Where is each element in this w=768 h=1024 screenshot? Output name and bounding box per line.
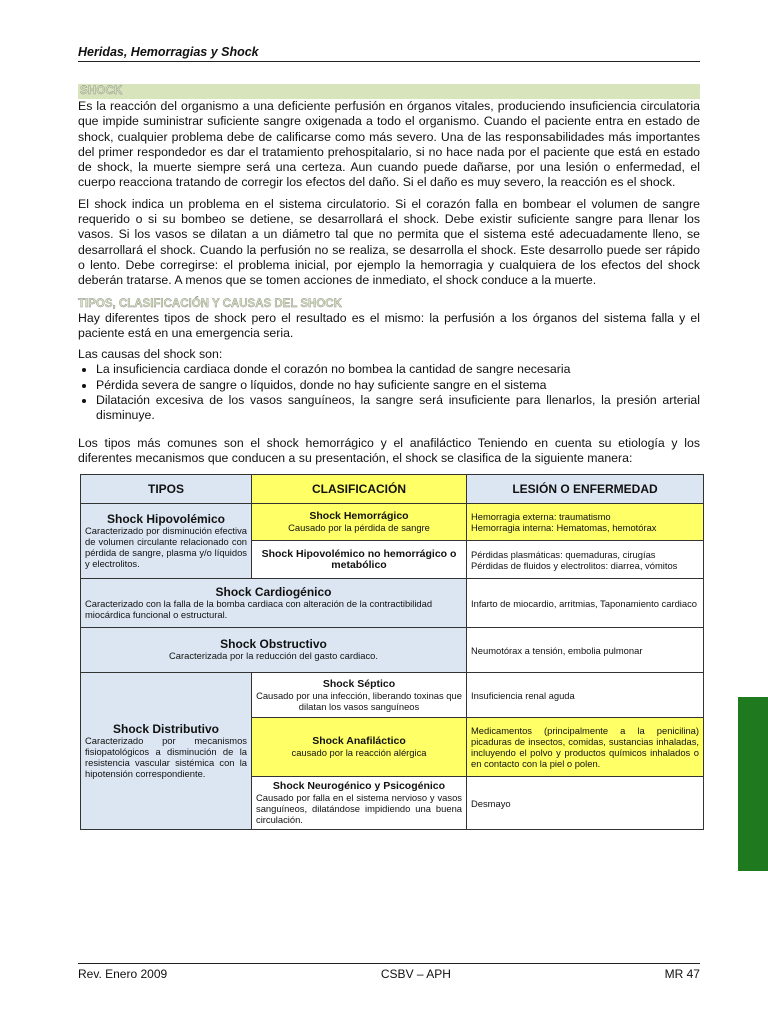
class-name: Shock Hemorrágico xyxy=(309,510,409,523)
page-header: Heridas, Hemorragias y Shock xyxy=(78,45,700,62)
type-name: Shock Distributivo xyxy=(112,721,219,736)
header-clasificacion: CLASIFICACIÓN xyxy=(252,475,467,504)
type-desc: Caracterizado con la falla de la bomba cardiaca con alteración de la contractibilidad miocárdica funcional o estructural. xyxy=(85,597,433,620)
cell-lesion: Medicamentos (principalmente a la penicilina) picaduras de insectos, comidas, sustancias inhaladas, incluyendo el polvo y productos químicos inhalados o en contacto con la piel o polen. xyxy=(467,718,704,777)
footer-revision: Rev. Enero 2009 xyxy=(78,967,168,981)
cell-lesion: Desmayo xyxy=(467,777,704,830)
cell-hemorragico xyxy=(252,504,467,541)
cell-anafilactico xyxy=(252,718,467,777)
cell-cardiogenico xyxy=(81,579,467,628)
cell-hipovolemico xyxy=(81,504,252,579)
class-desc: causado por la reacción alérgica xyxy=(291,747,427,759)
paragraph: Los tipos más comunes son el shock hemorrágico y el anafiláctico Teniendo en cuenta su etiología y los diferentes mecanismos que conducen a su presentación, el shock se clasifica de la siguiente manera: xyxy=(78,435,700,465)
paragraph: Hay diferentes tipos de shock pero el resultado es el mismo: la perfusión a los órganos del sistema falla y el paciente está en una emergencia seria. xyxy=(78,310,700,340)
section-title-tipos: TIPOS, CLASIFICACIÓN Y CAUSAS DEL SHOCK xyxy=(78,297,342,310)
class-name: Shock Anafiláctico xyxy=(312,735,406,748)
paragraph: Es la reacción del organismo a una deficiente perfusión en órganos vitales, produciendo insuficiencia circulatoria que impide suministrar suficiente sangre oxigenada a todo el organismo. Cuando el paciente entra en estado de shock, cualquier problema debe de calificarse como más severo. Una de las responsabilidades más importantes del primer respondedor es dar el tratamiento prehospitalario, si no hace nada por el paciente que está en estado de shock, la muerte siempre será una certeza. Aun cuando puede dañarse, por una lesión o enfermedad, el cuerpo reacciona tratando de corregir los efectos del daño. Si el daño es muy severo, la reacción es el shock. xyxy=(78,99,700,190)
class-name: Shock Séptico xyxy=(322,677,396,690)
cell-obstructivo xyxy=(81,628,467,673)
class-name: Shock Hipovolémico no hemorrágico o metabólico xyxy=(261,547,457,571)
class-desc: Causado por la pérdida de sangre xyxy=(288,522,430,534)
list-item: • Dilatación excesiva de los vasos sanguíneos, la sangre será insuficiente para llenarlos, la presión arterial disminuye. xyxy=(96,393,700,424)
table-row xyxy=(81,504,704,541)
type-name: Shock Hipovolémico xyxy=(106,511,226,526)
document-body xyxy=(78,84,700,830)
footer-page: MR 47 xyxy=(664,967,700,981)
table-header-row xyxy=(81,475,704,504)
table-row xyxy=(81,579,704,628)
cell-lesion: Neumotórax a tensión, embolia pulmonar xyxy=(467,628,704,673)
cell-distributivo xyxy=(81,673,252,830)
paragraph: El shock indica un problema en el sistema circulatorio. Si el corazón falla en bombear el volumen de sangre requerido o si su bombeo se detiene, se desarrollará el shock. Debe existir suficiente sangre para llenar los vasos. Si los vasos se dilatan a un diámetro tal que no permita que el sistema esté adecuadamente lleno, se desarrollará el shock. Cuando la perfusión no se realiza, se desarrolla el shock. Este desarrollo puede ser rápido o lento. Debe corregirse: el problema inicial, por ejemplo la hemorragia y cualquiera de los efectos del shock deberán tratarse. A menos que se tomen acciones de inmediato, el shock conduce a la muerte. xyxy=(78,196,700,288)
table-row xyxy=(81,628,704,673)
lesion-line: Pérdidas de fluidos y electrolitos: diarrea, vómitos xyxy=(471,559,678,571)
header-tipos: TIPOS xyxy=(81,475,252,504)
page-footer xyxy=(78,963,700,981)
table-row xyxy=(81,673,704,718)
paragraph: Las causas del shock son: xyxy=(78,347,223,362)
cell-lesion xyxy=(467,541,704,579)
list-item: • Pérdida severa de sangre o líquidos, donde no hay suficiente sangre en el sistema xyxy=(96,378,700,393)
cell-neurogenico xyxy=(252,777,467,830)
lesion-line: Hemorragia externa: traumatismo xyxy=(471,511,611,523)
cell-lesion: Insuficiencia renal aguda xyxy=(467,673,704,718)
type-desc: Caracterizado por mecanismos fisiopatológicos a disminución de la resistencia vascular sistémica con la hipotensión correspondiente. xyxy=(85,734,247,779)
class-desc: Causado por falla en el sistema nervioso y vasos sanguíneos, dilatándose impidiendo una buena circulación. xyxy=(256,792,462,826)
list-item: • La insuficiencia cardiaca donde el corazón no bombea la cantidad de sangre necesaria xyxy=(96,362,700,377)
cell-lesion: Infarto de miocardio, arritmias, Taponamiento cardiaco xyxy=(467,579,704,628)
cell-septico xyxy=(252,673,467,718)
footer-org: CSBV – APH xyxy=(380,967,451,981)
shock-classification-table xyxy=(80,474,704,830)
header-lesion: LESIÓN O ENFERMEDAD xyxy=(467,475,704,504)
cell-lesion xyxy=(467,504,704,541)
section-title-shock: SHOCK xyxy=(78,84,700,99)
chapter-tab xyxy=(738,697,768,871)
type-name: Shock Obstructivo xyxy=(220,637,327,652)
type-name: Shock Cardiogénico xyxy=(215,584,332,599)
type-desc: Caracterizada por la reducción del gasto cardiaco. xyxy=(169,650,378,662)
lesion-line: Hemorragia interna: Hematomas, hemotórax xyxy=(471,522,657,534)
cell-no-hemorragico xyxy=(252,541,467,579)
type-desc: Caracterizado por disminución efectiva de volumen circulante relacionado con pérdida de sangre, plasma y/o líquidos y electrolitos. xyxy=(85,524,247,569)
lesion-line: Pérdidas plasmáticas: quemaduras, cirugías xyxy=(471,548,656,560)
causes-list xyxy=(78,362,700,423)
class-desc: Causado por una infección, liberando toxinas que dilatan los vasos sanguíneos xyxy=(256,689,462,712)
class-name: Shock Neurogénico y Psicogénico xyxy=(272,780,446,793)
